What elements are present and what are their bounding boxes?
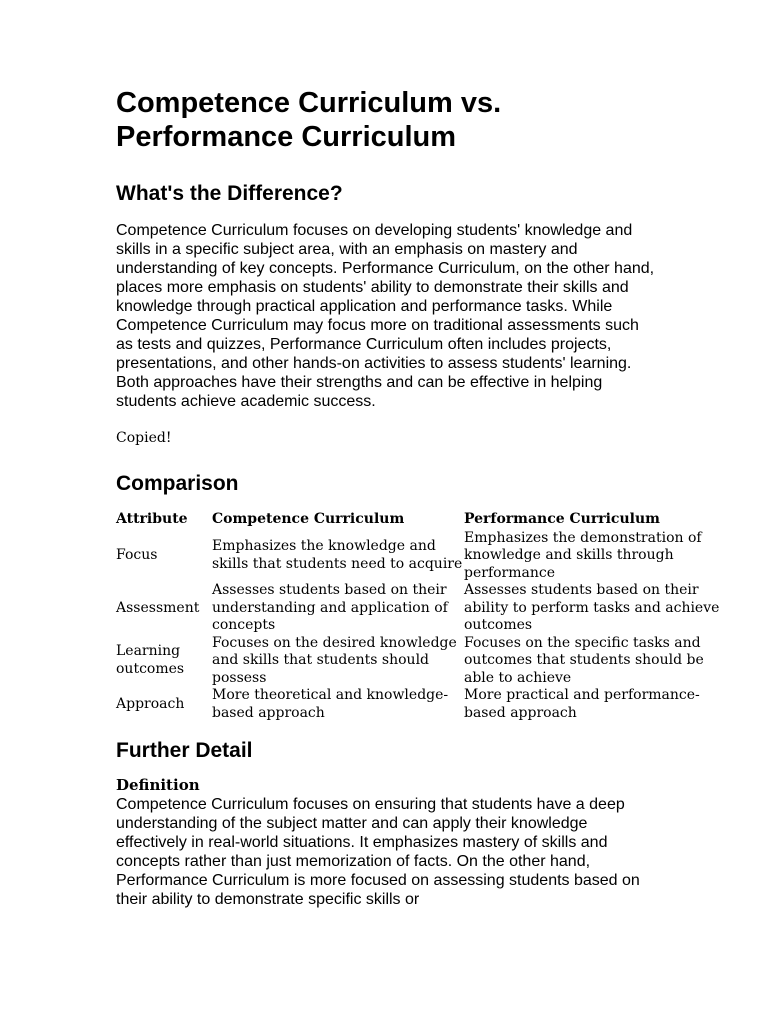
comparison-heading: Comparison — [116, 472, 239, 495]
table-header-row — [116, 511, 732, 530]
difference-paragraph: Competence Curriculum focuses on developing students' knowledge and skills in a specific subject area, with an emphasis on mastery and understanding of key concepts. Performance Curriculum, on the other hand, places more emphasis on students' ability to demonstrate their skills and knowledge through practical application and performance tasks. While Competence Curriculum may focus more on traditional assessments such as tests and quizzes, Performance Curriculum often includes projects, presentations, and other hands-on activities to assess students' learning. Both approaches have their strengths and can be effective in helping students achieve academic success. — [116, 222, 655, 410]
copied-label: Copied! — [116, 430, 172, 446]
table-cell-competence: Focuses on the desired knowledge and skills that students should possess — [212, 634, 457, 686]
table-row — [116, 582, 732, 635]
comparison-table — [116, 511, 732, 722]
table-cell-competence: More theoretical and knowledge-based approach — [212, 687, 449, 721]
table-cell-attribute: Learning outcomes — [116, 643, 185, 677]
table-cell-attribute: Approach — [116, 695, 185, 712]
column-header-competence: Competence Curriculum — [212, 511, 405, 527]
difference-heading: What's the Difference? — [116, 182, 343, 205]
table-row — [116, 635, 732, 688]
table-cell-performance: Assesses students based on their ability to perform tasks and achieve outcomes — [464, 582, 720, 633]
definition-subheading: Definition — [116, 776, 200, 794]
page-title: Competence Curriculum vs. Performance Curriculum — [116, 87, 502, 153]
table-cell-attribute: Assessment — [116, 599, 200, 616]
table-cell-performance: Emphasizes the demonstration of knowledge and skills through performance — [464, 529, 702, 581]
table-row — [116, 530, 732, 583]
table-cell-attribute: Focus — [116, 547, 158, 563]
column-header-performance: Performance Curriculum — [464, 511, 660, 527]
table-cell-performance: More practical and performance-based approach — [464, 687, 700, 721]
table-cell-performance: Focuses on the specific tasks and outcomes that students should be able to achieve — [464, 634, 704, 686]
column-header-attribute: Attribute — [116, 511, 188, 527]
table-cell-competence: Emphasizes the knowledge and skills that students need to acquire — [212, 538, 463, 572]
table-cell-competence: Assesses students based on their understanding and application of concepts — [212, 582, 448, 633]
definition-paragraph: Competence Curriculum focuses on ensuring that students have a deep understanding of the subject matter and can apply their knowledge effectively in real-world situations. It emphasizes mastery of skills and concepts rather than just memorization of facts. On the other hand, Performance Curriculum is more focused on assessing students based on their ability to demonstrate specific skills or — [116, 796, 640, 908]
further-detail-heading: Further Detail — [116, 739, 253, 762]
document-page — [116, 86, 732, 909]
table-row — [116, 687, 732, 722]
